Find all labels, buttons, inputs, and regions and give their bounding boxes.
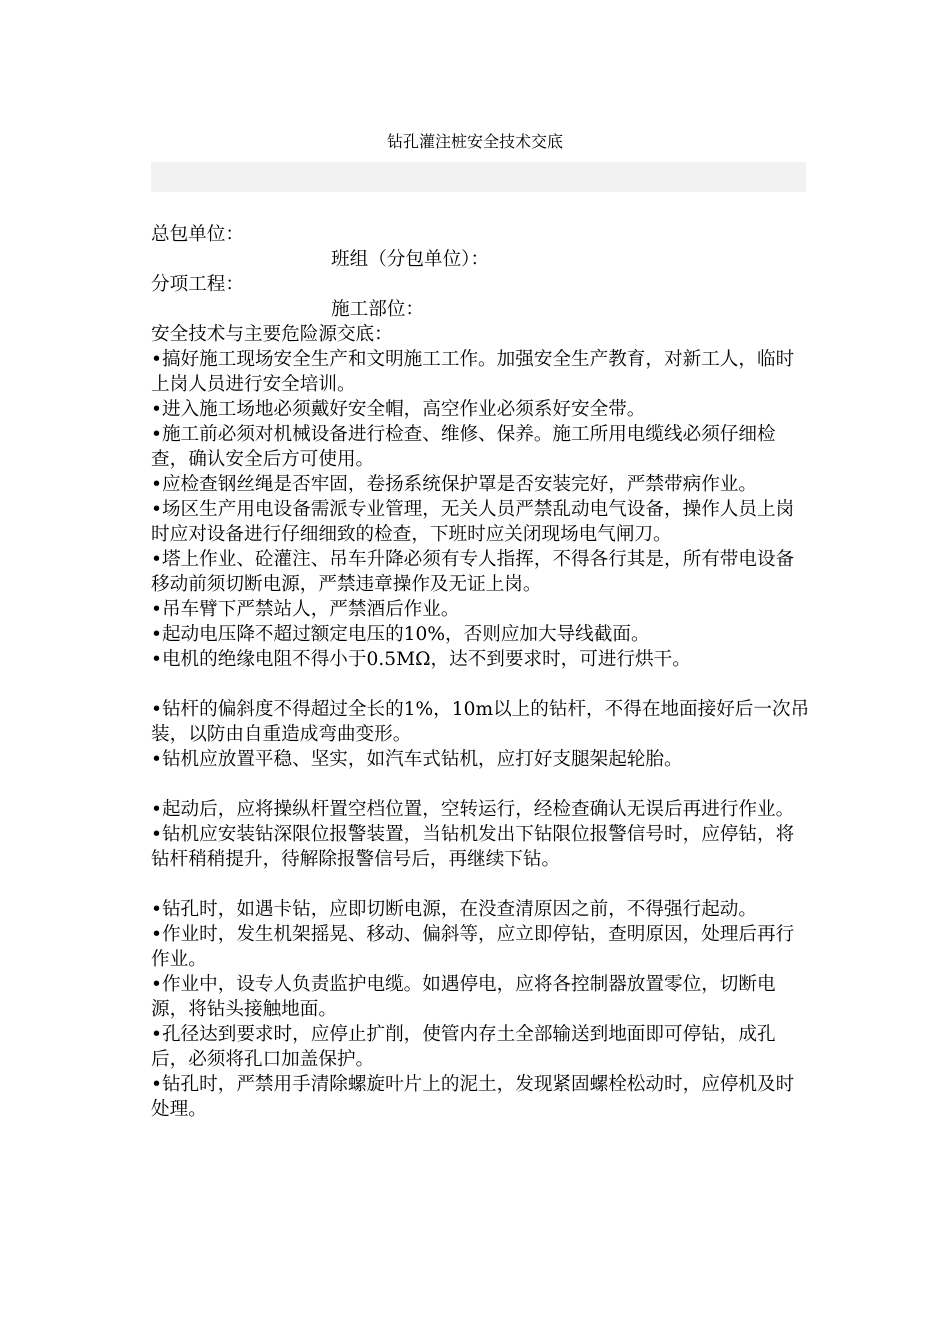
general-contractor-field: 总包单位：: [151, 224, 244, 245]
section-heading: 安全技术与主要危险源交底：: [151, 324, 393, 345]
paragraph-gap: [151, 772, 811, 797]
safety-item: •钻机应安装钻深限位报警装置，当钻机发出下钻限位报警信号时，应停钻，将钻杆稍稍提升，待解除报警信号后，再继续下钻。: [151, 824, 795, 870]
safety-item: •钻机应放置平稳、坚实，如汽车式钻机，应打好支腿架起轮胎。: [151, 749, 683, 770]
paragraph-gap: [151, 872, 811, 897]
safety-item: •塔上作业、砼灌注、吊车升降必须有专人指挥，不得各行其是，所有带电设备移动前须切断电源，严禁违章操作及无证上岗。: [151, 549, 795, 595]
safety-item: •进入施工场地必须戴好安全帽，高空作业必须系好安全带。: [151, 399, 646, 420]
document-body: [151, 222, 811, 1122]
safety-item: •电机的绝缘电阻不得小于0.5MΩ，达不到要求时，可进行烘干。: [151, 649, 691, 670]
team-field: 班组（分包单位）：: [331, 249, 490, 270]
safety-item: •钻杆的偏斜度不得超过全长的1%，10m以上的钻杆，不得在地面接好后一次吊装，以防由自重造成弯曲变形。: [151, 699, 810, 745]
paragraph-gap: [151, 672, 811, 697]
safety-item: •搞好施工现场安全生产和文明施工工作。加强安全生产教育，对新工人，临时上岗人员进行安全培训。: [151, 349, 795, 395]
header-band: [151, 162, 806, 192]
safety-item: •钻孔时，严禁用手清除螺旋叶片上的泥土，发现紧固螺栓松动时，应停机及时处理。: [151, 1074, 795, 1120]
location-field: 施工部位：: [331, 299, 424, 320]
sub-project-field: 分项工程：: [151, 274, 244, 295]
document-title: 钻孔灌注桩安全技术交底: [386, 132, 563, 151]
safety-item: •起动电压降不超过额定电压的10%，否则应加大导线截面。: [151, 624, 650, 645]
safety-item: •应检查钢丝绳是否牢固，卷扬系统保护罩是否安装完好，严禁带病作业。: [151, 474, 757, 495]
safety-item: •施工前必须对机械设备进行检查、维修、保养。施工所用电缆线必须仔细检查，确认安全后方可使用。: [151, 424, 776, 470]
safety-item: •场区生产用电设备需派专业管理，无关人员严禁乱动电气设备，操作人员上岗时应对设备进行仔细细致的检查，下班时应关闭现场电气闸刀。: [151, 499, 795, 545]
safety-item: •作业中，设专人负责监护电缆。如遇停电，应将各控制器放置零位，切断电源，将钻头接触地面。: [151, 974, 776, 1020]
safety-item: •钻孔时，如遇卡钻，应即切断电源，在没查清原因之前，不得强行起动。: [151, 899, 757, 920]
safety-item: •作业时，发生机架摇晃、移动、偏斜等，应立即停钻，查明原因，处理后再行作业。: [151, 924, 795, 970]
safety-item: •孔径达到要求时，应停止扩削，使管内存土全部输送到地面即可停钻，成孔后，必须将孔口加盖保护。: [151, 1024, 776, 1070]
safety-item: •起动后，应将操纵杆置空档位置，空转运行，经检查确认无误后再进行作业。: [151, 799, 795, 820]
safety-item: •吊车臂下严禁站人，严禁酒后作业。: [151, 599, 460, 620]
